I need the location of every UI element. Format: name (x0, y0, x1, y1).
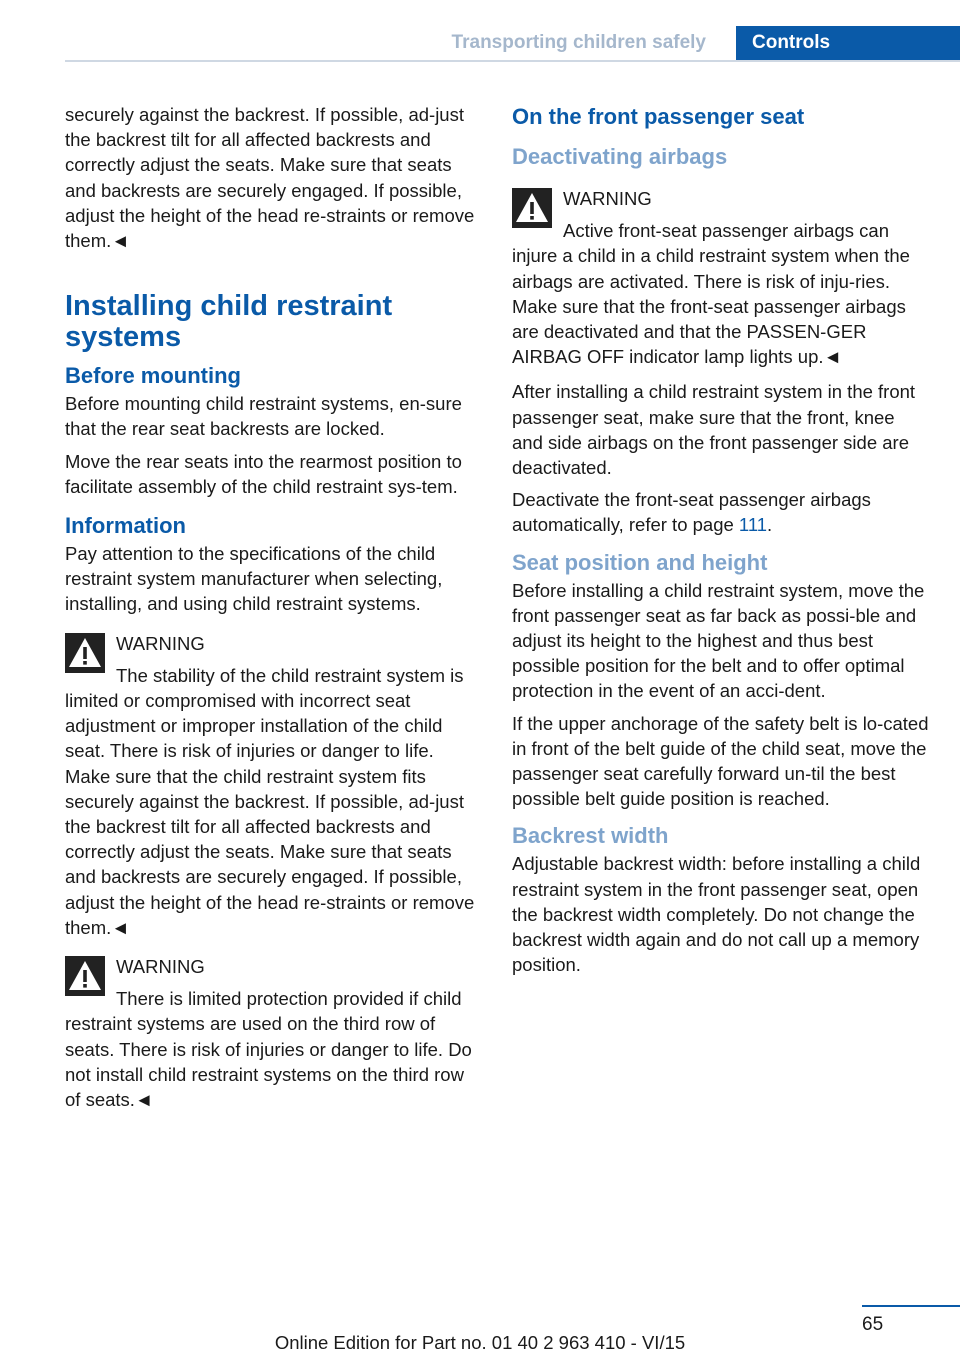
minor-heading: Deactivating airbags (512, 144, 728, 169)
page-number: 65 (862, 1314, 884, 1335)
warning-triangle-icon (65, 956, 105, 996)
paragraph-text: Deactivate the front-seat passenger airbags automatically, refer to page (512, 489, 871, 536)
warning-block (512, 186, 930, 369)
header-section-title: Transporting children safely (451, 32, 706, 53)
minor-heading: Backrest width (512, 823, 669, 849)
subheading: Information (65, 513, 186, 539)
paragraph: Pay attention to the specifications of the child restraint system manufacturer when selecting, installing, and using child restraint systems. (65, 543, 443, 615)
warning-block (65, 954, 477, 1112)
paragraph (512, 487, 930, 537)
left-column (65, 102, 477, 1122)
header-divider (65, 60, 960, 62)
paragraph-end: . (767, 514, 773, 536)
warning-text: There is limited protection provided if child restraint systems are used on the third row of seats. There is risk of injuries or danger to life. Do not install child restraint systems on the third row of seats.◄ (65, 988, 472, 1111)
edition-footer: Online Edition for Part no. 01 40 2 963 410 - VI/15 (274, 1332, 686, 1353)
subheading: On the front passenger seat (512, 104, 805, 129)
warning-title: WARNING (116, 956, 205, 978)
paragraph: Before mounting child restraint systems, en-sure that the rear seat backrests are locked. (65, 393, 462, 440)
page-link[interactable]: 111 (738, 514, 768, 536)
paragraph: securely against the backrest. If possible, ad-just the backrest tilt for all affected backrests and correctly adjust the seats. Make sure that seats and backrests are securely engaged. If possible, adjust the height of the head re-straints or remove them.◄ (65, 104, 475, 252)
paragraph: Move the rear seats into the rearmost position to facilitate assembly of the child restraint sys-tem. (65, 450, 462, 497)
paragraph: If the upper anchorage of the safety belt is lo-cated in front of the belt guide of the child seat, move the passenger seat carefully forward un-til the best possible belt guide position is reached. (512, 712, 929, 810)
warning-title: WARNING (563, 188, 652, 209)
warning-title: WARNING (116, 632, 205, 654)
paragraph: Before installing a child restraint system, move the front passenger seat as far back as possi-ble and adjust its height to the highest and thus best possible position for the belt and to offer optimal protection in the event of an acci-dent. (512, 579, 925, 702)
right-column (512, 102, 930, 984)
warning-triangle-icon (512, 188, 552, 228)
warning-text: The stability of the child restraint system is limited or compromised with incorrect seat adjustment or improper installation of the child seat. There is risk of injuries or danger to life. Make sure that the child restraint system fits securely against the backrest. If possible, ad-just the backrest tilt for all affected backrests and correctly adjust the seats. Make sure that seats and backrests are securely engaged. If possible, adjust the height of the head re-straints or remove them.◄ (65, 664, 475, 938)
warning-text: Active front-seat passenger airbags can injure a child in a child restraint system when the airbags are activated. There is risk of inju-ries. Make sure that the front-seat passenger airbags are deactivated and that the PASSEN-GER AIRBAG OFF indicator lamp lights up.◄ (512, 220, 910, 368)
section-title: Installing child restraint systems (65, 290, 393, 354)
paragraph: After installing a child restraint system in the front passenger seat, make sure that the front, knee and side airbags on the front passenger side are deactivated. (512, 381, 916, 479)
paragraph: Adjustable backrest width: before installing a child restraint system in the front passenger seat, open the backrest width completely. Do not change the backrest width again and do not call up a memory position. (512, 853, 921, 976)
header-tab-controls[interactable]: Controls (736, 26, 960, 62)
footer-divider (862, 1305, 960, 1307)
minor-heading: Seat position and height (512, 549, 768, 575)
subheading: Before mounting (65, 363, 241, 389)
warning-triangle-icon (65, 633, 105, 673)
warning-block (65, 631, 477, 940)
